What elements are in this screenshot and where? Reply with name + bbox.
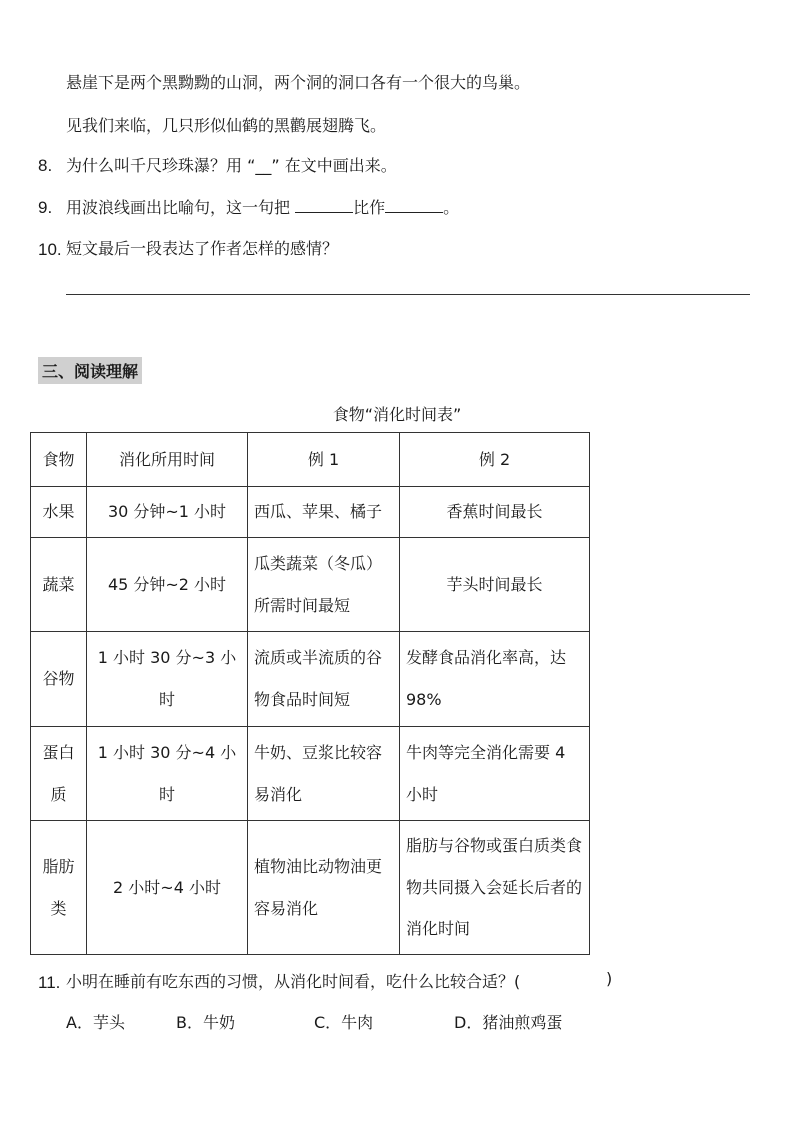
time-cell: 1 小时 30 分~4 小时 <box>87 727 248 821</box>
table-row <box>31 538 590 632</box>
time-cell: 30 分钟~1 小时 <box>87 487 248 538</box>
table-header-row <box>31 433 590 487</box>
question-9-number: 9. <box>38 198 53 217</box>
food-cell: 蛋白质 <box>31 727 87 821</box>
example2-cell: 牛肉等完全消化需要 4 小时 <box>400 727 590 821</box>
table-title: 食物“消化时间表” <box>332 405 462 424</box>
table-row <box>31 727 590 821</box>
food-cell: 谷物 <box>31 632 87 727</box>
example2-cell: 芋头时间最长 <box>400 538 590 632</box>
question-11-number: 11. <box>38 973 61 992</box>
passage-line: 见我们来临，几只形似仙鹤的黑鹳展翅腾飞。 <box>66 116 387 135</box>
answer-blank[interactable] <box>295 198 353 213</box>
question-11-close-paren: ) <box>606 969 613 988</box>
time-cell: 2 小时~4 小时 <box>87 821 248 955</box>
question-8-text: 为什么叫千尺珍珠瀑？用 “__” 在文中画出来。 <box>66 156 397 175</box>
question-9-text-b: 比作 <box>353 198 386 217</box>
example1-cell: 牛奶、豆浆比较容易消化 <box>248 727 400 821</box>
example2-cell: 脂肪与谷物或蛋白质类食物共同摄入会延长后者的消化时间 <box>400 821 590 955</box>
question-9-text-a: 用波浪线画出比喻句，这一句把 <box>66 198 296 217</box>
question-8-number: 8. <box>38 156 53 175</box>
header-cell: 例 1 <box>248 433 400 487</box>
digestion-table <box>30 432 590 955</box>
section-title: 三、阅读理解 <box>38 357 142 384</box>
header-cell: 例 2 <box>400 433 590 487</box>
question-9-text <box>66 195 459 218</box>
question-10-text: 短文最后一段表达了作者怎样的感情？ <box>66 239 339 258</box>
passage-line: 悬崖下是两个黑黝黝的山洞，两个洞的洞口各有一个很大的鸟巢。 <box>66 73 531 92</box>
time-cell: 1 小时 30 分~3 小时 <box>87 632 248 727</box>
example2-cell: 香蕉时间最长 <box>400 487 590 538</box>
example1-cell: 瓜类蔬菜（冬瓜）所需时间最短 <box>248 538 400 632</box>
answer-blank[interactable] <box>385 198 443 213</box>
example1-cell: 植物油比动物油更容易消化 <box>248 821 400 955</box>
food-cell: 脂肪类 <box>31 821 87 955</box>
example1-cell: 西瓜、苹果、橘子 <box>248 487 400 538</box>
answer-line[interactable] <box>66 294 750 295</box>
question-11-text: 小明在睡前有吃东西的习惯，从消化时间看，吃什么比较合适？( <box>66 972 521 991</box>
example2-cell: 发酵食品消化率高，达 98% <box>400 632 590 727</box>
table-row <box>31 487 590 538</box>
table-row <box>31 632 590 727</box>
example1-cell: 流质或半流质的谷物食品时间短 <box>248 632 400 727</box>
option-a[interactable]: A．芋头 <box>66 1013 125 1032</box>
food-cell: 水果 <box>31 487 87 538</box>
question-10-number: 10. <box>38 240 62 259</box>
option-c[interactable]: C．牛肉 <box>314 1013 374 1032</box>
table-row <box>31 821 590 955</box>
time-cell: 45 分钟~2 小时 <box>87 538 248 632</box>
option-b[interactable]: B．牛奶 <box>176 1013 235 1032</box>
question-9-text-c: 。 <box>443 198 460 217</box>
header-cell: 消化所用时间 <box>87 433 248 487</box>
header-cell: 食物 <box>31 433 87 487</box>
food-cell: 蔬菜 <box>31 538 87 632</box>
option-d[interactable]: D．猪油煎鸡蛋 <box>454 1013 563 1032</box>
